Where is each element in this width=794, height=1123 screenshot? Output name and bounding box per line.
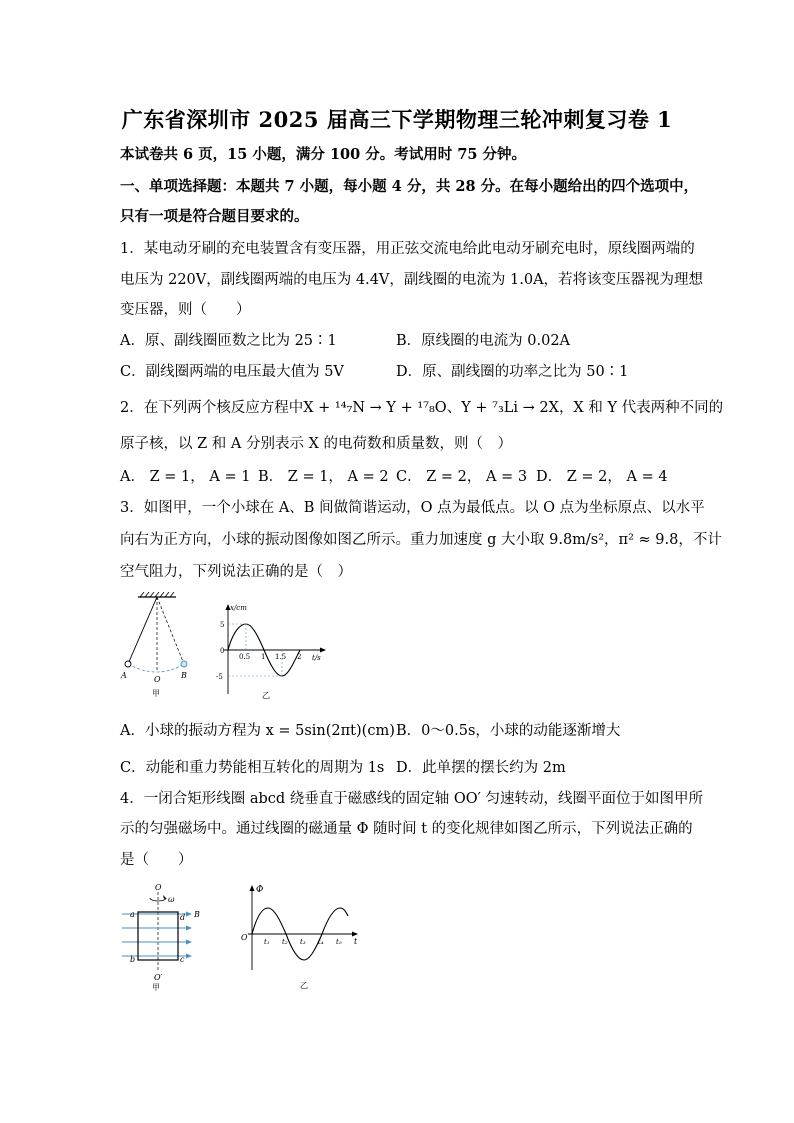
q4-stem-line1: 4．一闭合矩形线圈 abcd 绕垂直于磁感线的固定轴 OO′ 匀速转动，线圈平面位于如图甲所: [120, 791, 704, 807]
q4-figure-coil: [118, 880, 210, 992]
section-heading-line2: 只有一项是符合题目要求的。: [120, 208, 309, 225]
q4-label-c: c: [180, 955, 185, 964]
q4-figure-graph: [238, 882, 366, 992]
q2-option-d[interactable]: D． Z = 2， A = 4: [536, 469, 668, 485]
q2-stem-suffix: ，X 和 Y 代表两种不同的: [558, 400, 724, 416]
q4-label-d: d: [180, 913, 186, 922]
q1-stem-line1: 1．某电动牙刷的充电装置含有变压器，用正弦交流电给此电动牙刷充电时，原线圈两端的: [120, 241, 695, 257]
q4-stem-line2: 示的匀强磁场中。通过线圈的磁通量 Φ 随时间 t 的变化规律如图乙所示，下列说法正确的: [120, 821, 693, 837]
q3-option-c[interactable]: C．动能和重力势能相互转化的周期为 1s: [120, 760, 385, 776]
exam-intro: 本试卷共 6 页，15 小题，满分 100 分。考试用时 75 分钟。: [120, 146, 527, 163]
q3-graph-xtick-15: 1.5: [275, 653, 287, 661]
q1-option-d[interactable]: D．原、副线圈的功率之比为 50∶1: [396, 364, 629, 380]
q3-stem-line2: 向右为正方向，小球的振动图像如图乙所示。重力加速度 g 大小取 9.8m/s²，π² ≈ 9.8，不计: [120, 532, 722, 548]
q4-graph-xtick-t2: t₂: [282, 938, 288, 946]
q4-label-omega: ω: [168, 895, 175, 904]
q4-graph-xtick-t4: t₄: [318, 938, 324, 946]
q3-stem-line3: 空气阻力，下列说法正确的是（ ）: [120, 564, 352, 580]
q3-figure-pendulum: [118, 592, 198, 700]
q4-graph-ylabel: Φ: [256, 885, 264, 895]
q2-stem-prefix: 2．在下列两个核反应方程中: [120, 400, 304, 416]
q2-stem-line1: [120, 398, 723, 418]
q3-graph-xtick-05: 0.5: [239, 653, 251, 661]
q1-stem-line3: 变压器，则（ ）: [120, 302, 251, 318]
q4-label-a: a: [130, 910, 135, 919]
q2-stem-line2: 原子核，以 Z 和 A 分别表示 X 的电荷数和质量数，则（ ）: [120, 436, 513, 452]
q3-option-a[interactable]: A．小球的振动方程为 x = 5sin(2πt)(cm): [120, 723, 395, 739]
q4-label-o-prime: O′: [154, 973, 163, 982]
q4-graph-origin: O: [241, 933, 248, 942]
q4-label-b-field: B: [194, 910, 200, 919]
q2-equation-2: Y + ⁷₃Li → 2X: [461, 400, 559, 416]
q1-stem-line2: 电压为 220V，副线圈两端的电压为 4.4V，副线圈的电流为 1.0A，若将该变压器视为理想: [120, 272, 704, 288]
q3-label-a: A: [121, 671, 127, 680]
q1-option-c[interactable]: C．副线圈两端的电压最大值为 5V: [120, 364, 344, 380]
q2-option-b[interactable]: B． Z = 1， A = 2: [258, 469, 389, 485]
q4-caption-yi: 乙: [300, 981, 308, 990]
q4-label-b: b: [130, 955, 136, 964]
q3-graph-ytick-neg5: -5: [216, 673, 223, 681]
q4-label-o: O: [155, 883, 162, 892]
q4-stem-line3: 是（ ）: [120, 852, 193, 868]
q4-graph-xtick-t5: t₅: [336, 938, 342, 946]
section-heading-line1: 一、单项选择题：本题共 7 小题，每小题 4 分，共 28 分。在每小题给出的四个选项中，: [120, 178, 699, 195]
page-title: 广东省深圳市 2025 届高三下学期物理三轮冲刺复习卷 1: [121, 107, 673, 132]
q1-option-b[interactable]: B．原线圈的电流为 0.02A: [396, 333, 571, 349]
q3-figure-graph: [212, 600, 342, 702]
q3-stem-line1: 3．如图甲，一个小球在 A、B 间做简谐运动，O 点为最低点。以 O 点为坐标原点、以水平: [120, 500, 705, 516]
q3-graph-xlabel: t/s: [312, 654, 321, 662]
q3-option-b[interactable]: B．0～0.5s，小球的动能逐渐增大: [396, 723, 621, 739]
q3-label-o: O: [154, 675, 161, 684]
q3-graph-ytick-5: 5: [220, 621, 225, 629]
q4-graph-xlabel: t: [354, 937, 358, 946]
q4-graph-xtick-t3: t₃: [300, 938, 306, 946]
q3-graph-xtick-2: 2: [297, 653, 302, 661]
q2-option-a[interactable]: A． Z = 1， A = 1: [120, 469, 251, 485]
q3-option-d[interactable]: D．此单摆的摆长约为 2m: [396, 760, 566, 776]
q3-caption-yi: 乙: [262, 691, 270, 700]
q4-caption-jia: 甲: [152, 983, 160, 992]
q3-graph-ylabel: x/cm: [230, 604, 247, 612]
q3-graph-xtick-1: 1: [261, 653, 266, 661]
q4-graph-xtick-t1: t₁: [264, 938, 270, 946]
q2-separator: 、: [446, 400, 462, 416]
q3-label-b: B: [181, 671, 187, 680]
q2-option-c[interactable]: C． Z = 2， A = 3: [396, 469, 528, 485]
q3-caption-jia: 甲: [152, 689, 160, 698]
q2-equation-1: X + ¹⁴₇N → Y + ¹⁷₈O: [303, 400, 447, 416]
q3-graph-ytick-0: 0: [220, 647, 225, 655]
q1-option-a[interactable]: A．原、副线圈匝数之比为 25∶1: [120, 333, 337, 349]
